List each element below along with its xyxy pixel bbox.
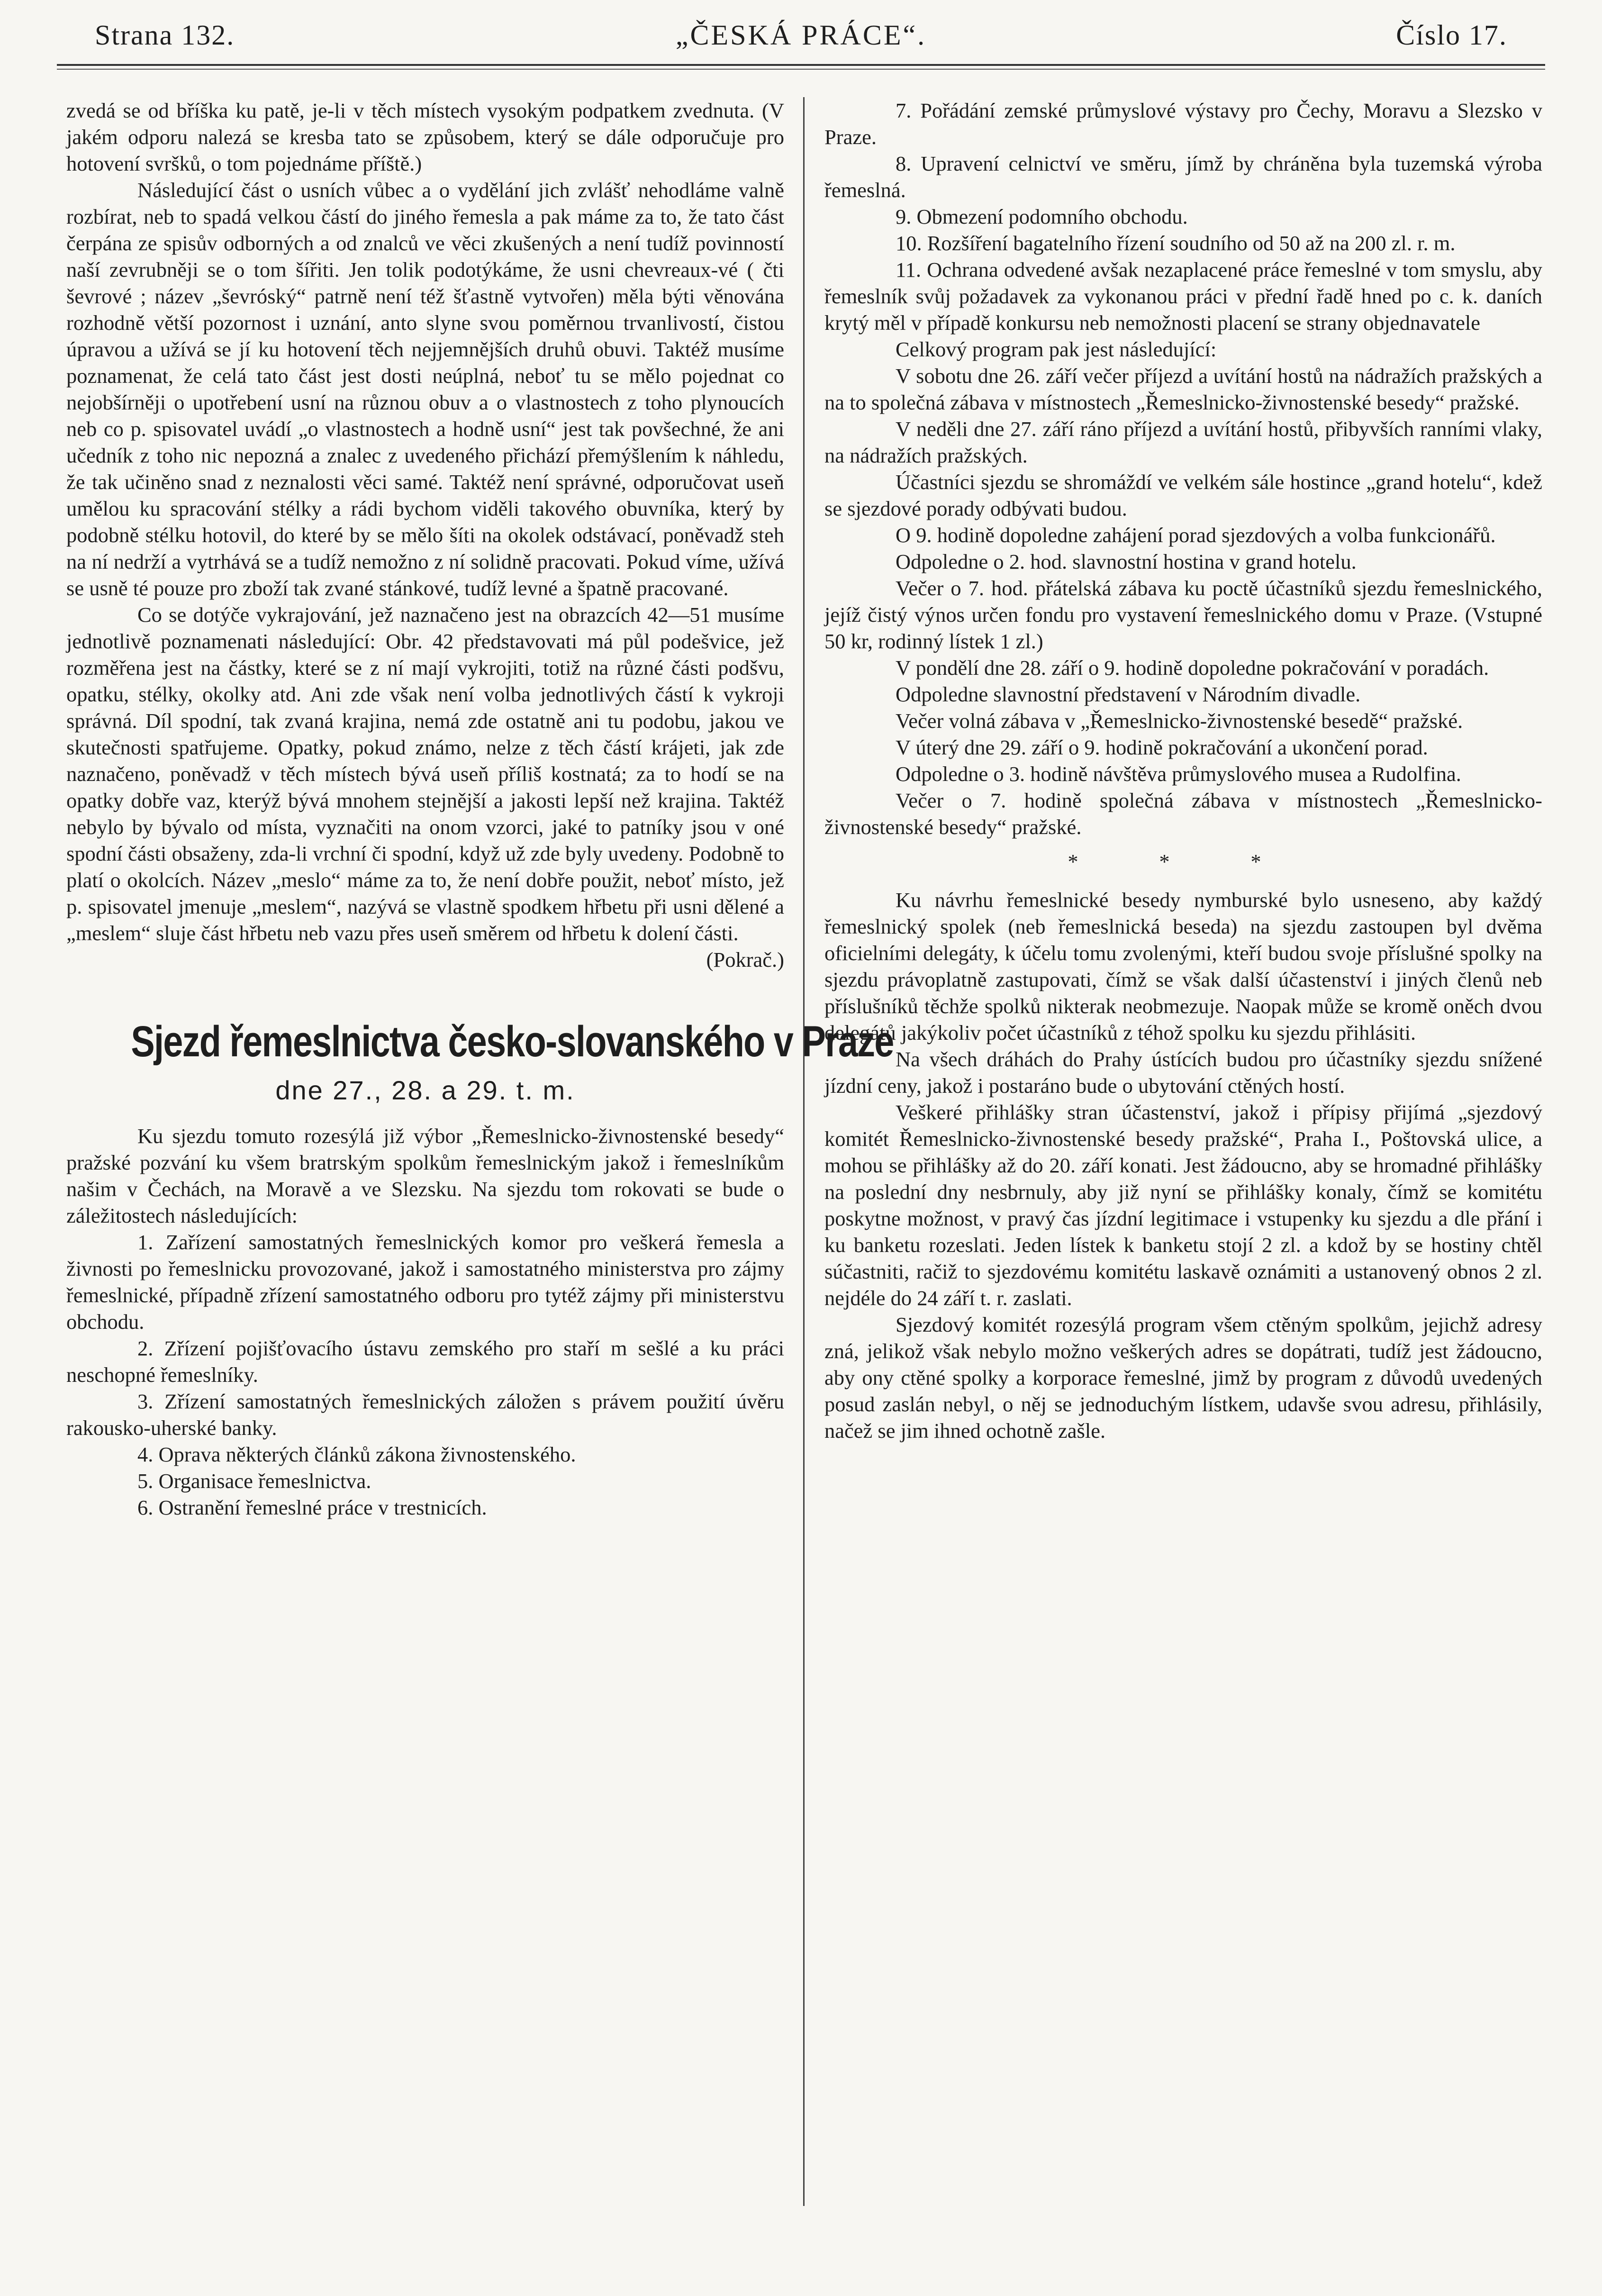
agenda-item: 5. Organisace řemeslnictva. [137, 1469, 371, 1493]
publication-title: „ČESKÁ PRÁCE“. [675, 19, 927, 51]
header-rule-thin [57, 69, 1545, 70]
program-paragraph: Celkový program pak jest následující: [896, 337, 1217, 361]
closing-paragraph: Na všech dráhách do Prahy ústících budou pro účastníky sjezdu snížené jízdní ceny, jakož i postaráno bude o ubytování ctěných hostí. [824, 1047, 1542, 1098]
agenda-item: 10. Rozšíření bagatelního řízení soudního od 50 až na 200 zl. r. m. [896, 231, 1456, 255]
agenda-item: 6. Ostranění řemeslné práce v trestnicích. [137, 1496, 487, 1519]
program-paragraph: Odpoledne o 3. hodině návštěva průmyslového musea a Rudolfina. [896, 762, 1461, 786]
paragraph: zvedá se od bříška ku patě, je-li v těch místech vysokým podpatkem zvednuta. (V jakém odporu nalezá se kresba tato se způsobem, který se dále odporučuje pro hotovení svršků, o tom pojednáme příště.) [66, 99, 784, 175]
running-header [90, 19, 1512, 66]
agenda-item: 7. Pořádání zemské průmyslové výstavy pro Čechy, Moravu a Slezsko v Praze. [824, 99, 1542, 149]
continued-note: (Pokrač.) [706, 948, 784, 971]
left-column [66, 97, 894, 1521]
closing-paragraph: Veškeré přihlášky stran účastenství, jakož i přípisy přijímá „sjezdový komitét Řemeslnicko-živnostenské besedy pražské“, Praha I., Poštovská ulice, a mohou se přihlášky až do 20. září konati. Jest žádoucno, aby se hromadné přihlášky na poslední dny nesbrnuly, aby již nyní se přihlášky konaly, čímž se komitétu poskytne možnost, v pravý čas jízdní legitimace i vstupenky ku sjezdu a dle přání i ku banketu rozeslati. Jeden lístek k banketu stojí 2 zl. a kdož by se hostiny chtěl súčastniti, račiž to sjezdovému komitétu laskavě oznámiti a ustanovený obnos 2 zl. nejdéle do 24 září t. r. zaslati. [824, 1100, 1542, 1310]
paragraph: Následující část o usních vůbec a o vydělání jich zvlášť nehodláme valně rozbírat, neb to spadá velkou částí do jiného řemesla a pak máme za to, že tato část čerpána ze spisův odborných a od znalců ve věci zkušených a není tudíž povinností naší zevrubněji se o tom šířiti. Jen tolik podotýkáme, že usni chevreaux-vé ( čti ševrové ; název „ševróský“ patrně není též šťastně vytvořen) měla býti věnována rozhodně větší pozornost i uznání, anto slyne svou poměrnou trvanlivostí, čistou úpravou a užívá se jí ku hotovení těch nejjemnějších druhů obuvi. Taktéž musíme poznamenat, že celá tato část jest dosti neúplná, neboť tu se mělo pojednat co nejobšírněji o upotřebení usní na různou obuv a o vlastnostech z toho plynoucích neb co p. spisovatel uvádí „o vlastnostech a hodně usní“ jest tak povšechné, že ani učedník z toho nic nepozná a znalec z uvedeného přichází přemýšlením k náhledu, že tak učiněno snad z neznalosti věci samé. Taktéž není správné, odporučovat useň umělou ku spracování stélky a rádi bychom viděli takového obuvníka, který by podobně stélku hotovil, do které by se mělo šíti na okolek odstávací, poněvadž steh na ní nedrží a vytrhává se a tudíž nemožno z ní solidně pracovati. Pokud víme, užívá se usně té pouze pro zboží tak zvané stánkové, tudíž levné a špatně pracované. [66, 178, 784, 600]
program-paragraph: Večer volná zábava v „Řemeslnicko-živnostenské besedě“ pražské. [896, 709, 1463, 733]
agenda-item: 4. Oprava některých článků zákona živnostenského. [137, 1443, 576, 1466]
program-paragraph: Odpoledne o 2. hod. slavnostní hostina v grand hotelu. [896, 550, 1357, 573]
article-title: Sjezd řemeslnictva česko-slovanského v Praze [131, 1017, 894, 1066]
paragraph: Co se dotýče vykrajování, jež naznačeno jest na obrazcích 42—51 musíme jednotlivě poznamenati následující: Obr. 42 představovati má půl podešvice, jež rozměřena jest na částky, které se z ní mají vykrojiti, totiž na různé části podšvu, opatku, stélky, okolky atd. Ani zde však není volba jednotlivých částí k vykroji správná. Díl spodní, tak zvaná krajina, nemá zde ostatně ani tu podobu, jakou ve skutečnosti spatřujeme. Opatky, pokud známo, nelze z těch částí krájeti, jak zde naznačeno, poněvadž v těch místech bývá useň příliš kostnatá; za to hodí se na opatky dobře vaz, kterýž bývá mnohem stejnější a jakosti lepší než krajina. Taktéž nebylo by bývalo od místa, vyznačiti na onom vzorci, jaké to patníky jsou v oné spodní části obsaženy, zda-li vrchní či spodní, když už zde byly uvedeny. Podobně to platí o okolcích. Název „meslo“ máme za to, že není dobře použit, neboť místo, jež p. spisovatel jmenuje „meslem“, nazývá se vlastně spodkem hřbetu při usni dělené a „meslem“ sluje část hřbetu neb vazu přes useň směrem od hřbetu k dolení části. [66, 603, 784, 945]
program-paragraph: O 9. hodině dopoledne zahájení porad sjezdových a volba funkcionářů. [896, 523, 1496, 547]
article-date: dne 27., 28. a 29. t. m. [275, 1075, 575, 1105]
program-paragraph: Účastníci sjezdu se shromáždí ve velkém sále hostince „grand hotelu“, kdež se sjezdové porady odbývati budou. [824, 470, 1542, 520]
program-paragraph: V úterý dne 29. září o 9. hodině pokračování a ukončení porad. [896, 735, 1428, 759]
agenda-item: 8. Upravení celnictví ve směru, jímž by chráněna byla tuzemská výroba řemeslná. [824, 152, 1542, 202]
program-paragraph: Večer o 7. hod. přátelská zábava ku poctě účastníků sjezdu řemeslnického, jejíž čistý výnos určen fondu pro vystavení řemeslnického domu v Praze. (Vstupné 50 kr, rodinný lístek 1 zl.) [824, 576, 1542, 653]
closing-paragraph: Ku návrhu řemeslnické besedy nymburské bylo usneseno, aby každý řemeslnický spolek (neb řemeslnická beseda) na sjezdu zastoupen byl dvěma oficielními delegáty, k účelu tomu zvolenými, kteří budou svoje příslušné spolky na sjezdu právoplatně zastupovati, čímž se však další účastenství i jiných členů neb příslušníků těchže spolků nikterak neobmezuje. Naopak může se kromě oněch dvou delegátů jakýkoliv počet účastníků z téhož spolku ku sjezdu přihlásiti. [824, 888, 1542, 1044]
agenda-item: 3. Zřízení samostatných řemeslnických záložen s právem použití úvěru rakousko-uherské banky. [66, 1389, 784, 1440]
agenda-item: 9. Obmezení podomního obchodu. [896, 205, 1188, 228]
program-paragraph: Večer o 7. hodině společná zábava v místnostech „Řemeslnicko-živnostenské besedy“ pražské. [824, 789, 1542, 839]
program-paragraph: V pondělí dne 28. září o 9. hodině dopoledne pokračování v poradách. [896, 656, 1489, 680]
column-divider [803, 97, 805, 2206]
program-paragraph: V sobotu dne 26. září večer příjezd a uvítání hostů na nádražích pražských a na to společná zábava v místnostech „Řemeslnicko-živnostenské besedy“ pražské. [824, 364, 1542, 414]
right-column [824, 97, 1542, 1444]
issue-number: Číslo 17. [1396, 19, 1507, 51]
header-rule [57, 64, 1545, 66]
program-paragraph: Odpoledne slavnostní představení v Národním divadle. [896, 682, 1361, 706]
page-number: Strana 132. [95, 19, 235, 51]
agenda-item: 2. Zřízení pojišťovacího ústavu zemského pro staří m sešlé a ku práci neschopné řemeslníky. [66, 1336, 784, 1387]
agenda-item: 1. Zařízení samostatných řemeslnických komor pro veškerá řemesla a živnosti po řemeslnicku provozované, jakož i samostatného ministerstva pro zájmy řemeslnické, případně zřízení samostatného odboru pro tytéž zájmy při ministerstvu obchodu. [66, 1230, 784, 1334]
closing-paragraph: Sjezdový komitét rozesýlá program všem ctěným spolkům, jejichž adresy zná, jelikož však nebylo možno veškerých adres se dopátrati, tudíž jest žádoucno, aby ony ctěné spolky a korporace řemeslné, jimž by program z důvodů uvedených posud zaslán nebyl, o něj se jednoduchým lístkem, udavše svou adresu, přihlásily, načež se jim ihned ochotně zašle. [824, 1313, 1542, 1443]
program-paragraph: V neděli dne 27. září ráno příjezd a uvítání hostů, přibyvších ranními vlaky, na nádražích pražských. [824, 417, 1542, 467]
agenda-item: 11. Ochrana odvedené avšak nezaplacené práce řemeslné v tom smyslu, aby řemeslník svůj požadavek za vykonanou práci v přední řadě hned po c. k. daních krytý měl v případě konkursu neb nemožnosti placení se strany objednavatele [824, 258, 1542, 335]
section-separator: * * * [1068, 850, 1299, 873]
article-intro: Ku sjezdu tomuto rozesýlá již výbor „Řemeslnicko-živnostenské besedy“ pražské pozvání ku všem bratrským spolkům řemeslnickým jakož i řemeslníkům našim v Čechách, na Moravě a ve Slezsku. Na sjezdu tom rokovati se bude o záležitostech následujících: [66, 1124, 784, 1227]
